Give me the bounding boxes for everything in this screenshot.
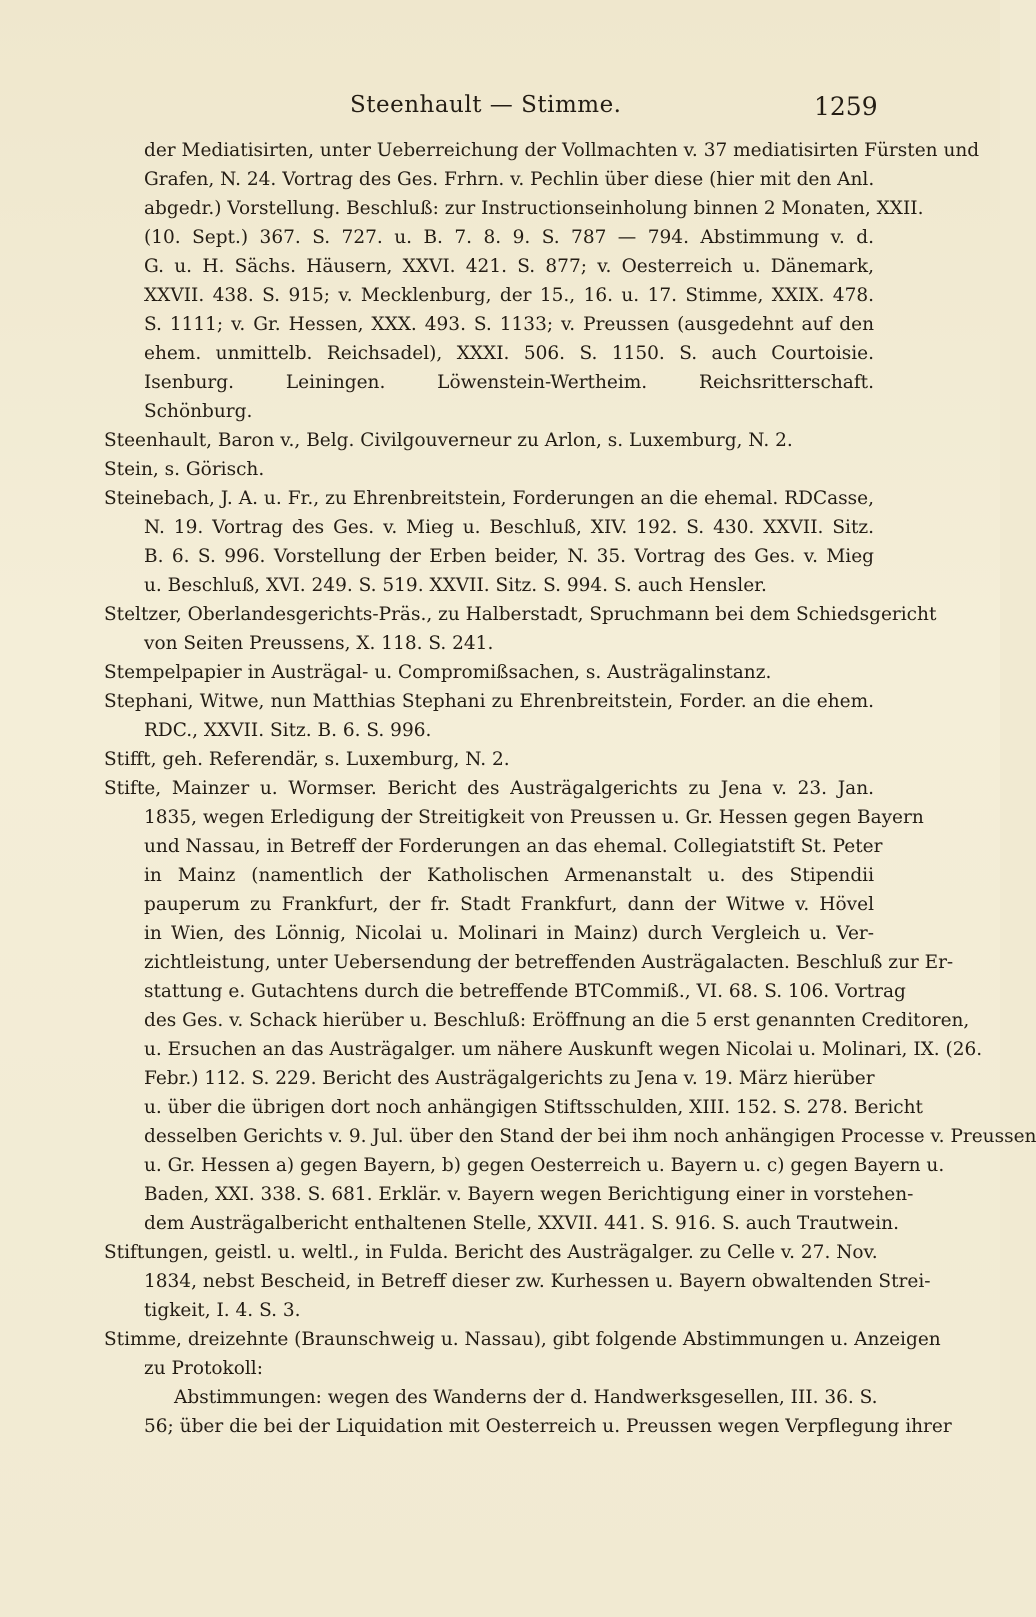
- entry-continuation-line: ehem. unmittelb. Reichsadel), XXXI. 506. S. 1150. S. auch Courtoisie.: [144, 343, 874, 364]
- entry-heading-line: Steinebach, J. A. u. Fr., zu Ehrenbreitstein, Forderungen an die ehemal. RDCasse,: [104, 488, 874, 509]
- entry-continuation-line: 1834, nebst Bescheid, in Betreff dieser zw. Kurhessen u. Bayern obwaltenden Strei-: [144, 1271, 931, 1292]
- entry-continuation-line: u. Ersuchen an das Austrägalger. um nähere Auskunft wegen Nicolai u. Molinari, IX. (26.: [144, 1039, 983, 1060]
- entry-heading-line: Stempelpapier in Austrägal- u. Compromißsachen, s. Austrägalinstanz.: [104, 662, 772, 683]
- entry-continuation-line: zu Protokoll:: [144, 1358, 263, 1379]
- entry-continuation-line: XXVII. 438. S. 915; v. Mecklenburg, der 15., 16. u. 17. Stimme, XXIX. 478.: [144, 285, 874, 306]
- entry-continuation-line: von Seiten Preussens, X. 118. S. 241.: [144, 633, 494, 654]
- entry-continuation-line: u. Gr. Hessen a) gegen Bayern, b) gegen Oesterreich u. Bayern u. c) gegen Bayern u.: [144, 1155, 945, 1176]
- page-number: 1259: [814, 92, 878, 121]
- entry-continuation-line: stattung e. Gutachtens durch die betreffende BTCommiß., VI. 68. S. 106. Vortrag: [144, 981, 906, 1002]
- entry-continuation-line: in Wien, des Lönnig, Nicolai u. Molinari in Mainz) durch Vergleich u. Ver-: [144, 923, 874, 944]
- entry-continuation-line: u. Beschluß, XVI. 249. S. 519. XXVII. Sitz. S. 994. S. auch Hensler.: [144, 575, 767, 596]
- entry-continuation-line: pauperum zu Frankfurt, der fr. Stadt Frankfurt, dann der Witwe v. Hövel: [144, 894, 874, 915]
- entry-heading-line: Steltzer, Oberlandesgerichts-Präs., zu Halberstadt, Spruchmann bei dem Schiedsgericht: [104, 604, 937, 625]
- entry-continuation-line: N. 19. Vortrag des Ges. v. Mieg u. Beschluß, XIV. 192. S. 430. XXVII. Sitz.: [144, 517, 874, 538]
- entry-continuation-line: abgedr.) Vorstellung. Beschluß: zur Instructionseinholung binnen 2 Monaten, XXII.: [144, 198, 924, 219]
- entry-continuation-line: Febr.) 112. S. 229. Bericht des Austrägalgerichts zu Jena v. 19. März hierüber: [144, 1068, 875, 1089]
- entry-heading-line: Steenhault, Baron v., Belg. Civilgouverneur zu Arlon, s. Luxemburg, N. 2.: [104, 430, 793, 451]
- entry-continuation-line: Isenburg. Leiningen. Löwenstein-Wertheim. Reichsritterschaft.: [144, 372, 874, 393]
- entry-continuation-line: Grafen, N. 24. Vortrag des Ges. Frhrn. v. Pechlin über diese (hier mit den Anl.: [144, 169, 875, 190]
- entry-continuation-line: desselben Gerichts v. 9. Jul. über den Stand der bei ihm noch anhängigen Processe v. Preussen: [144, 1126, 1036, 1147]
- entry-heading-line: Stephani, Witwe, nun Matthias Stephani zu Ehrenbreitstein, Forder. an die ehem.: [104, 691, 874, 712]
- entry-heading-line: Stiftungen, geistl. u. weltl., in Fulda. Bericht des Austrägalger. zu Celle v. 27. Nov.: [104, 1242, 878, 1263]
- entry-continuation-line: 1835, wegen Erledigung der Streitigkeit von Preussen u. Gr. Hessen gegen Bayern: [144, 807, 924, 828]
- entry-continuation-line: Abstimmungen: wegen des Wanderns der d. Handwerksgesellen, III. 36. S.: [174, 1387, 878, 1408]
- entry-continuation-line: der Mediatisirten, unter Ueberreichung der Vollmachten v. 37 mediatisirten Fürsten und: [144, 140, 980, 161]
- entry-continuation-line: 56; über die bei der Liquidation mit Oesterreich u. Preussen wegen Verpflegung ihrer: [144, 1416, 952, 1437]
- entry-heading-line: Stifte, Mainzer u. Wormser. Bericht des Austrägalgerichts zu Jena v. 23. Jan.: [104, 778, 874, 799]
- entry-continuation-line: und Nassau, in Betreff der Forderungen an das ehemal. Collegiatstift St. Peter: [144, 836, 883, 857]
- entry-continuation-line: G. u. H. Sächs. Häusern, XXVI. 421. S. 877; v. Oesterreich u. Dänemark,: [144, 256, 874, 277]
- entry-continuation-line: S. 1111; v. Gr. Hessen, XXX. 493. S. 1133; v. Preussen (ausgedehnt auf den: [144, 314, 874, 335]
- entry-continuation-line: Schönburg.: [144, 401, 253, 422]
- entry-continuation-line: zichtleistung, unter Uebersendung der betreffenden Austrägalacten. Beschluß zur Er-: [144, 952, 954, 973]
- entry-continuation-line: in Mainz (namentlich der Katholischen Armenanstalt u. des Stipendii: [144, 865, 874, 886]
- entry-heading-line: Stifft, geh. Referendär, s. Luxemburg, N. 2.: [104, 749, 510, 770]
- entry-continuation-line: dem Austrägalbericht enthaltenen Stelle, XXVII. 441. S. 916. S. auch Trautwein.: [144, 1213, 899, 1234]
- page-header: [0, 92, 1000, 126]
- entry-continuation-line: Baden, XXI. 338. S. 681. Erklär. v. Bayern wegen Berichtigung einer in vorstehen-: [144, 1184, 914, 1205]
- index-entries: [104, 136, 1036, 1441]
- entry-continuation-line: u. über die übrigen dort noch anhängigen Stiftsschulden, XIII. 152. S. 278. Bericht: [144, 1097, 923, 1118]
- running-title: Steenhault — Stimme.: [350, 92, 622, 118]
- entry-continuation-line: (10. Sept.) 367. S. 727. u. B. 7. 8. 9. S. 787 — 794. Abstimmung v. d.: [144, 227, 874, 248]
- entry-continuation-line: RDC., XXVII. Sitz. B. 6. S. 996.: [144, 720, 432, 741]
- entry-heading-line: Stimme, dreizehnte (Braunschweig u. Nassau), gibt folgende Abstimmungen u. Anzeigen: [104, 1329, 941, 1350]
- entry-continuation-line: B. 6. S. 996. Vorstellung der Erben beider, N. 35. Vortrag des Ges. v. Mieg: [144, 546, 874, 567]
- entry-continuation-line: tigkeit, I. 4. S. 3.: [144, 1300, 301, 1321]
- entry-heading-line: Stein, s. Görisch.: [104, 459, 265, 480]
- entry-continuation-line: des Ges. v. Schack hierüber u. Beschluß: Eröffnung an die 5 erst genannten Creditoren,: [144, 1010, 970, 1031]
